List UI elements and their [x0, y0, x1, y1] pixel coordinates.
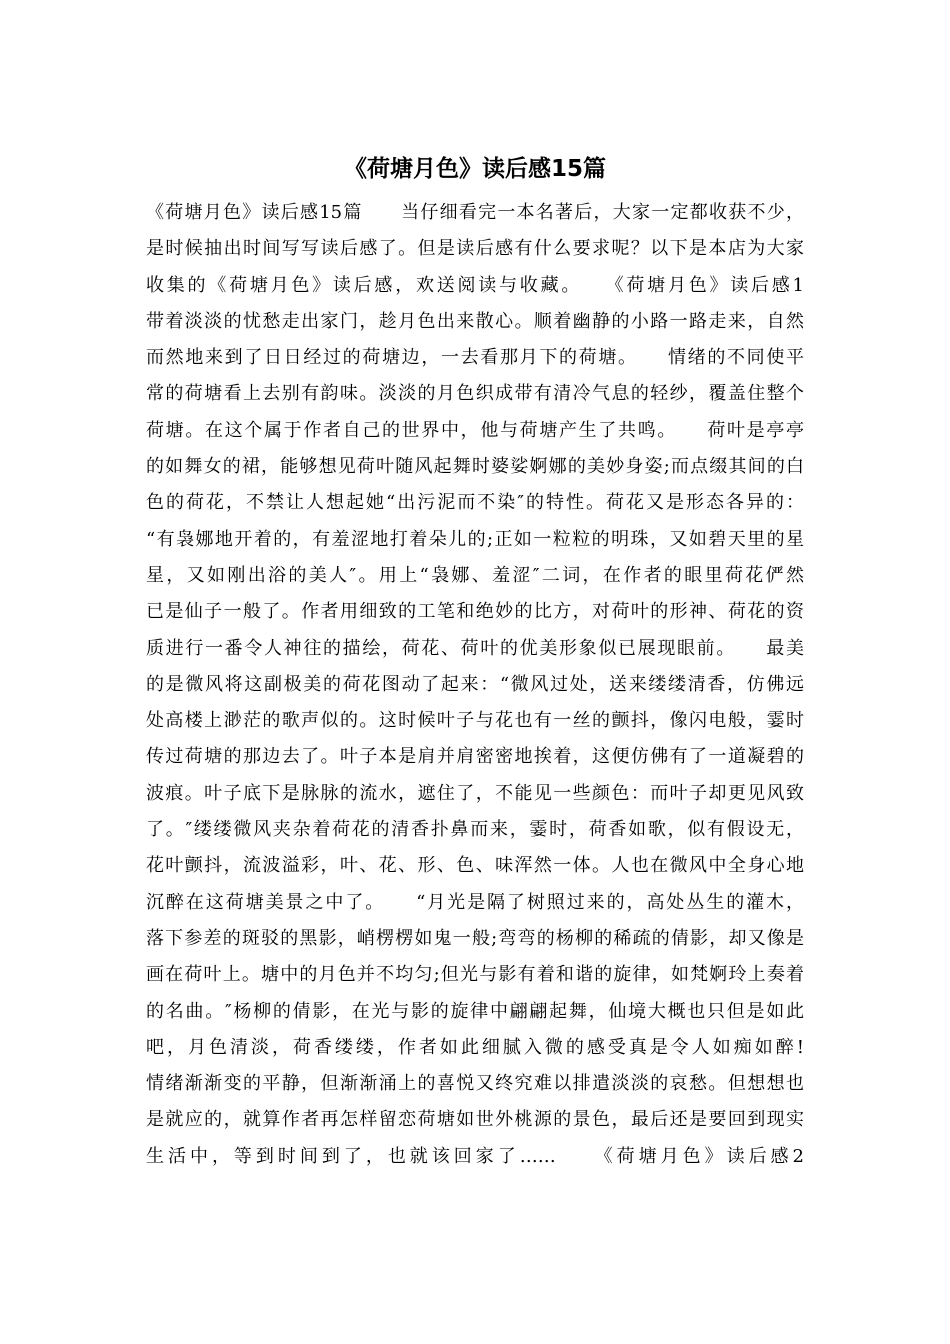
body-line: 处高楼上渺茫的歌声似的。这时候叶子与花也有一丝的颤抖，像闪电般，霎时 [146, 710, 804, 732]
body-line: 的是微风将这副极美的荷花图动了起来：“微风过处，送来缕缕清香，仿佛远 [146, 673, 804, 695]
body-line: 收集的《荷塘月色》读后感，欢送阅读与收藏。 《荷塘月色》读后感1 [146, 274, 804, 296]
body-line: 而然地来到了日日经过的荷塘边，一去看那月下的荷塘。 情绪的不同使平 [146, 347, 804, 369]
body-line: 色的荷花，不禁让人想起她“出污泥而不染″的特性。荷花又是形态各异的： [146, 492, 804, 514]
body-line: 是就应的，就算作者再怎样留恋荷塘如世外桃源的景色，最后还是要回到现实 [146, 1109, 804, 1131]
body-line: 的如舞女的裙，能够想见荷叶随风起舞时婆娑婀娜的美妙身姿;而点缀其间的白 [146, 456, 804, 478]
body-line: 质进行一番令人神往的描绘，荷花、荷叶的优美形象似已展现眼前。 最美 [146, 637, 804, 659]
body-line: 沉醉在这荷塘美景之中了。 “月光是隔了树照过来的，高处丛生的灌木， [146, 891, 804, 913]
body-line: 《荷塘月色》读后感15篇 当仔细看完一本名著后，大家一定都收获不少， [146, 202, 804, 223]
body-line: 落下参差的斑驳的黑影，峭楞楞如鬼一般;弯弯的杨柳的稀疏的倩影，却又像是 [146, 927, 804, 949]
body-line: 的名曲。″杨柳的倩影，在光与影的旋律中翩翩起舞，仙境大概也只但是如此 [146, 1000, 804, 1022]
body-line: 星，又如刚出浴的美人″。用上“袅娜、羞涩″二词，在作者的眼里荷花俨然 [146, 564, 804, 586]
document-title: 《荷塘月色》读后感15篇 [343, 156, 606, 182]
body-line: 了。″缕缕微风夹杂着荷花的清香扑鼻而来，霎时，荷香如歌，似有假设无， [146, 819, 804, 841]
body-line: 情绪渐渐变的平静，但渐渐涌上的喜悦又终究难以排遣淡淡的哀愁。但想想也 [146, 1073, 804, 1095]
body-line: 生活中，等到时间到了，也就该回家了…… 《荷塘月色》读后感2 [146, 1145, 804, 1167]
body-line: “有袅娜地开着的，有羞涩地打着朵儿的;正如一粒粒的明珠，又如碧天里的星 [146, 528, 804, 550]
body-line: 荷塘。在这个属于作者自己的世界中，他与荷塘产生了共鸣。 荷叶是亭亭 [146, 419, 804, 441]
body-line: 花叶颤抖，流波溢彩，叶、花、形、色、味浑然一体。人也在微风中全身心地 [146, 855, 804, 877]
body-line: 吧，月色清淡，荷香缕缕，作者如此细腻入微的感受真是令人如痴如醉! [146, 1036, 804, 1058]
body-line: 画在荷叶上。塘中的月色并不均匀;但光与影有着和谐的旋律，如梵婀玲上奏着 [146, 964, 804, 986]
document-body [146, 195, 804, 1175]
body-line: 已是仙子一般了。作者用细致的工笔和绝妙的比方，对荷叶的形神、荷花的资 [146, 601, 804, 623]
body-line: 传过荷塘的那边去了。叶子本是肩并肩密密地挨着，这便仿佛有了一道凝碧的 [146, 746, 804, 768]
body-line: 是时候抽出时间写写读后感了。但是读后感有什么要求呢？以下是本店为大家 [146, 238, 804, 260]
body-line: 常的荷塘看上去别有韵味。淡淡的月色织成带有清冷气息的轻纱，覆盖住整个 [146, 383, 804, 405]
body-line: 波痕。叶子底下是脉脉的流水，遮住了，不能见一些颜色：而叶子却更见风致 [146, 782, 804, 804]
body-line: 带着淡淡的忧愁走出家门，趁月色出来散心。顺着幽静的小路一路走来，自然 [146, 310, 804, 332]
